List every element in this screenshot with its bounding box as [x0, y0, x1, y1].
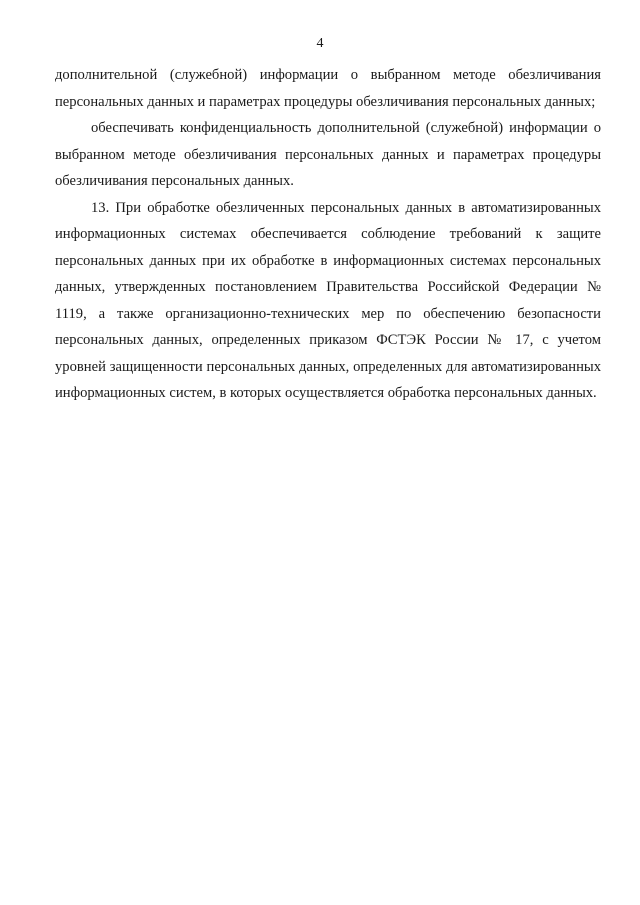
- paragraph-confidentiality: обеспечивать конфиденциальность дополнительной (служебной) информации о выбранном методе обезличивания персональных данных и параметрах процедуры обезличивания персональных данных.: [55, 120, 601, 189]
- paragraph-item-13: 13. При обработке обезличенных персональных данных в автоматизированных информационных системах обеспечивается соблюдение требований к защите персональных данных при их обработке в информационных системах персональных данных, утвержденных постановлением Правительства Российской Федерации № 1119, а также организационно-технических мер по обеспечению безопасности персональных данных, определенных приказом ФСТЭК России № 17, с учетом уровней защищенности персональных данных, определенных для автоматизированных информационных систем, в которых осуществляется обработка персональных данных.: [55, 199, 601, 401]
- paragraph-continuation: дополнительной (служебной) информации о выбранном методе обезличивания персональных данных и параметрах процедуры обезличивания персональных данных;: [55, 67, 601, 110]
- document-body: [55, 62, 601, 407]
- page-number: 4: [316, 36, 324, 51]
